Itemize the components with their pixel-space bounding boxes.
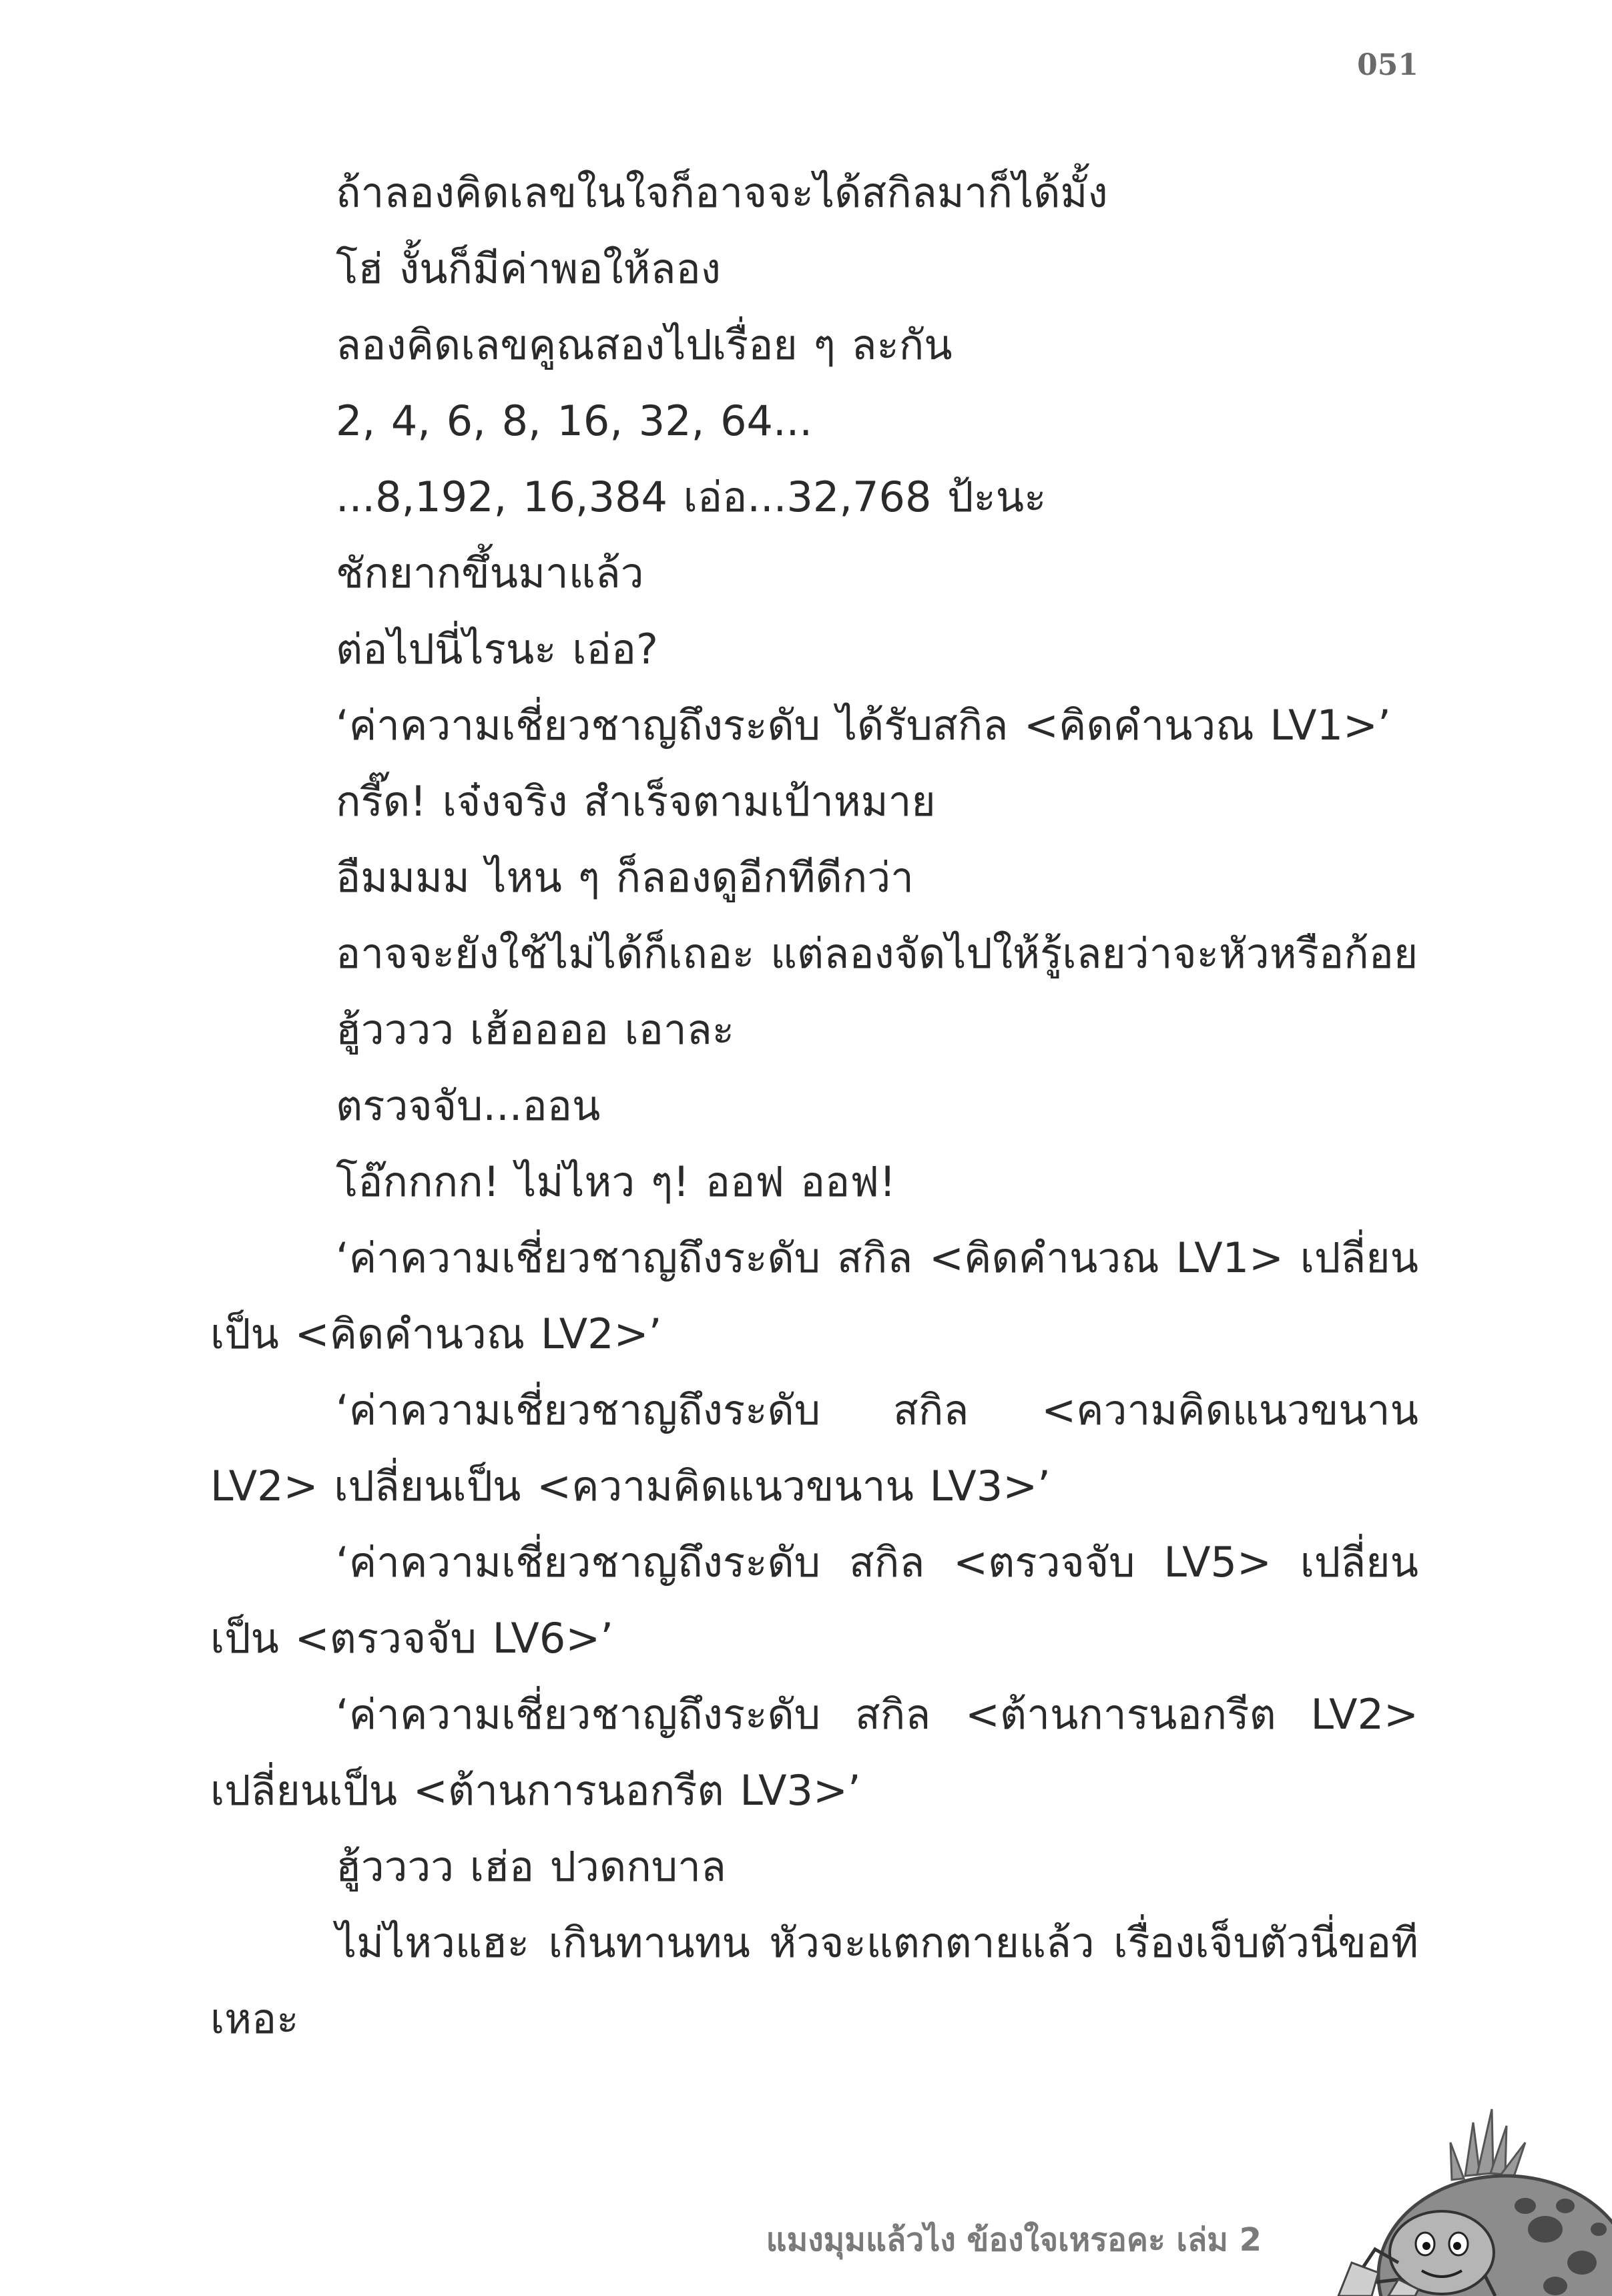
page-number: 051 (1357, 48, 1418, 82)
paragraph: ชักยากขึ้นมาแล้ว (336, 549, 644, 597)
paragraph: ‘ค่าความเชี่ยวชาญถึงระดับ สกิล <ตรวจจับ LV5> เปลี่ยนเป็น <ตรวจจับ LV6>’ (210, 1538, 1418, 1663)
book-title: แมงมุมแล้วไง ข้องใจเหรอคะ เล่ม 2 (766, 2221, 1262, 2259)
paragraph: ‘ค่าความเชี่ยวชาญถึงระดับ ได้รับสกิล <คิดคำนวณ LV1>’ (336, 701, 1391, 750)
paragraph: ไม่ไหวแฮะ เกินทานทน หัวจะแตกตายแล้ว เรื่องเจ็บตัวนี่ขอทีเหอะ (210, 1918, 1418, 2043)
paragraph: โอ๊กกกก! ไม่ไหว ๆ! ออฟ ออฟ! (336, 1157, 896, 1206)
paragraph: ต่อไปนี่ไรนะ เอ่อ? (336, 625, 658, 673)
paragraph: อืมมมม ไหน ๆ ก็ลองดูอีกทีดีกว่า (336, 853, 914, 902)
paragraph: ฮู้วววว เฮ้ออออ เอาละ (336, 1005, 735, 1054)
paragraph: โฮ่ งั้นก็มีค่าพอให้ลอง (336, 244, 721, 293)
paragraph: กรี๊ด! เจ๋งจริง สำเร็จตามเป้าหมาย (336, 777, 936, 826)
paragraph: ‘ค่าความเชี่ยวชาญถึงระดับ สกิล <ต้านการนอกรีต LV2> เปลี่ยนเป็น <ต้านการนอกรีต LV3>’ (210, 1690, 1418, 1815)
paragraph: 2, 4, 6, 8, 16, 32, 64... (336, 396, 813, 445)
paragraph: ถ้าลองคิดเลขในใจก็อาจจะได้สกิลมาก็ได้มั้ง (336, 168, 1108, 217)
paragraph: ลองคิดเลขคูณสองไปเรื่อย ๆ ละกัน (336, 320, 953, 369)
paragraph: ...8,192, 16,384 เอ่อ...32,768 ป้ะนะ (336, 473, 1047, 521)
paragraph: ‘ค่าความเชี่ยวชาญถึงระดับ สกิล <ความคิดแนวขนาน LV2> เปลี่ยนเป็น <ความคิดแนวขนาน LV3>’ (210, 1386, 1418, 1510)
paragraph: ฮู้วววว เฮ่อ ปวดกบาล (336, 1842, 726, 1891)
spider-egg-mascot-icon (1325, 2096, 1612, 2296)
paragraph: ตรวจจับ...ออน (336, 1081, 601, 1130)
text-body (210, 155, 1418, 2057)
paragraph: ‘ค่าความเชี่ยวชาญถึงระดับ สกิล <คิดคำนวณ LV1> เปลี่ยนเป็น <คิดคำนวณ LV2>’ (210, 1233, 1418, 1358)
paragraph: อาจจะยังใช้ไม่ได้ก็เถอะ แต่ลองจัดไปให้รู้เลยว่าจะหัวหรือก้อย (336, 929, 1418, 978)
